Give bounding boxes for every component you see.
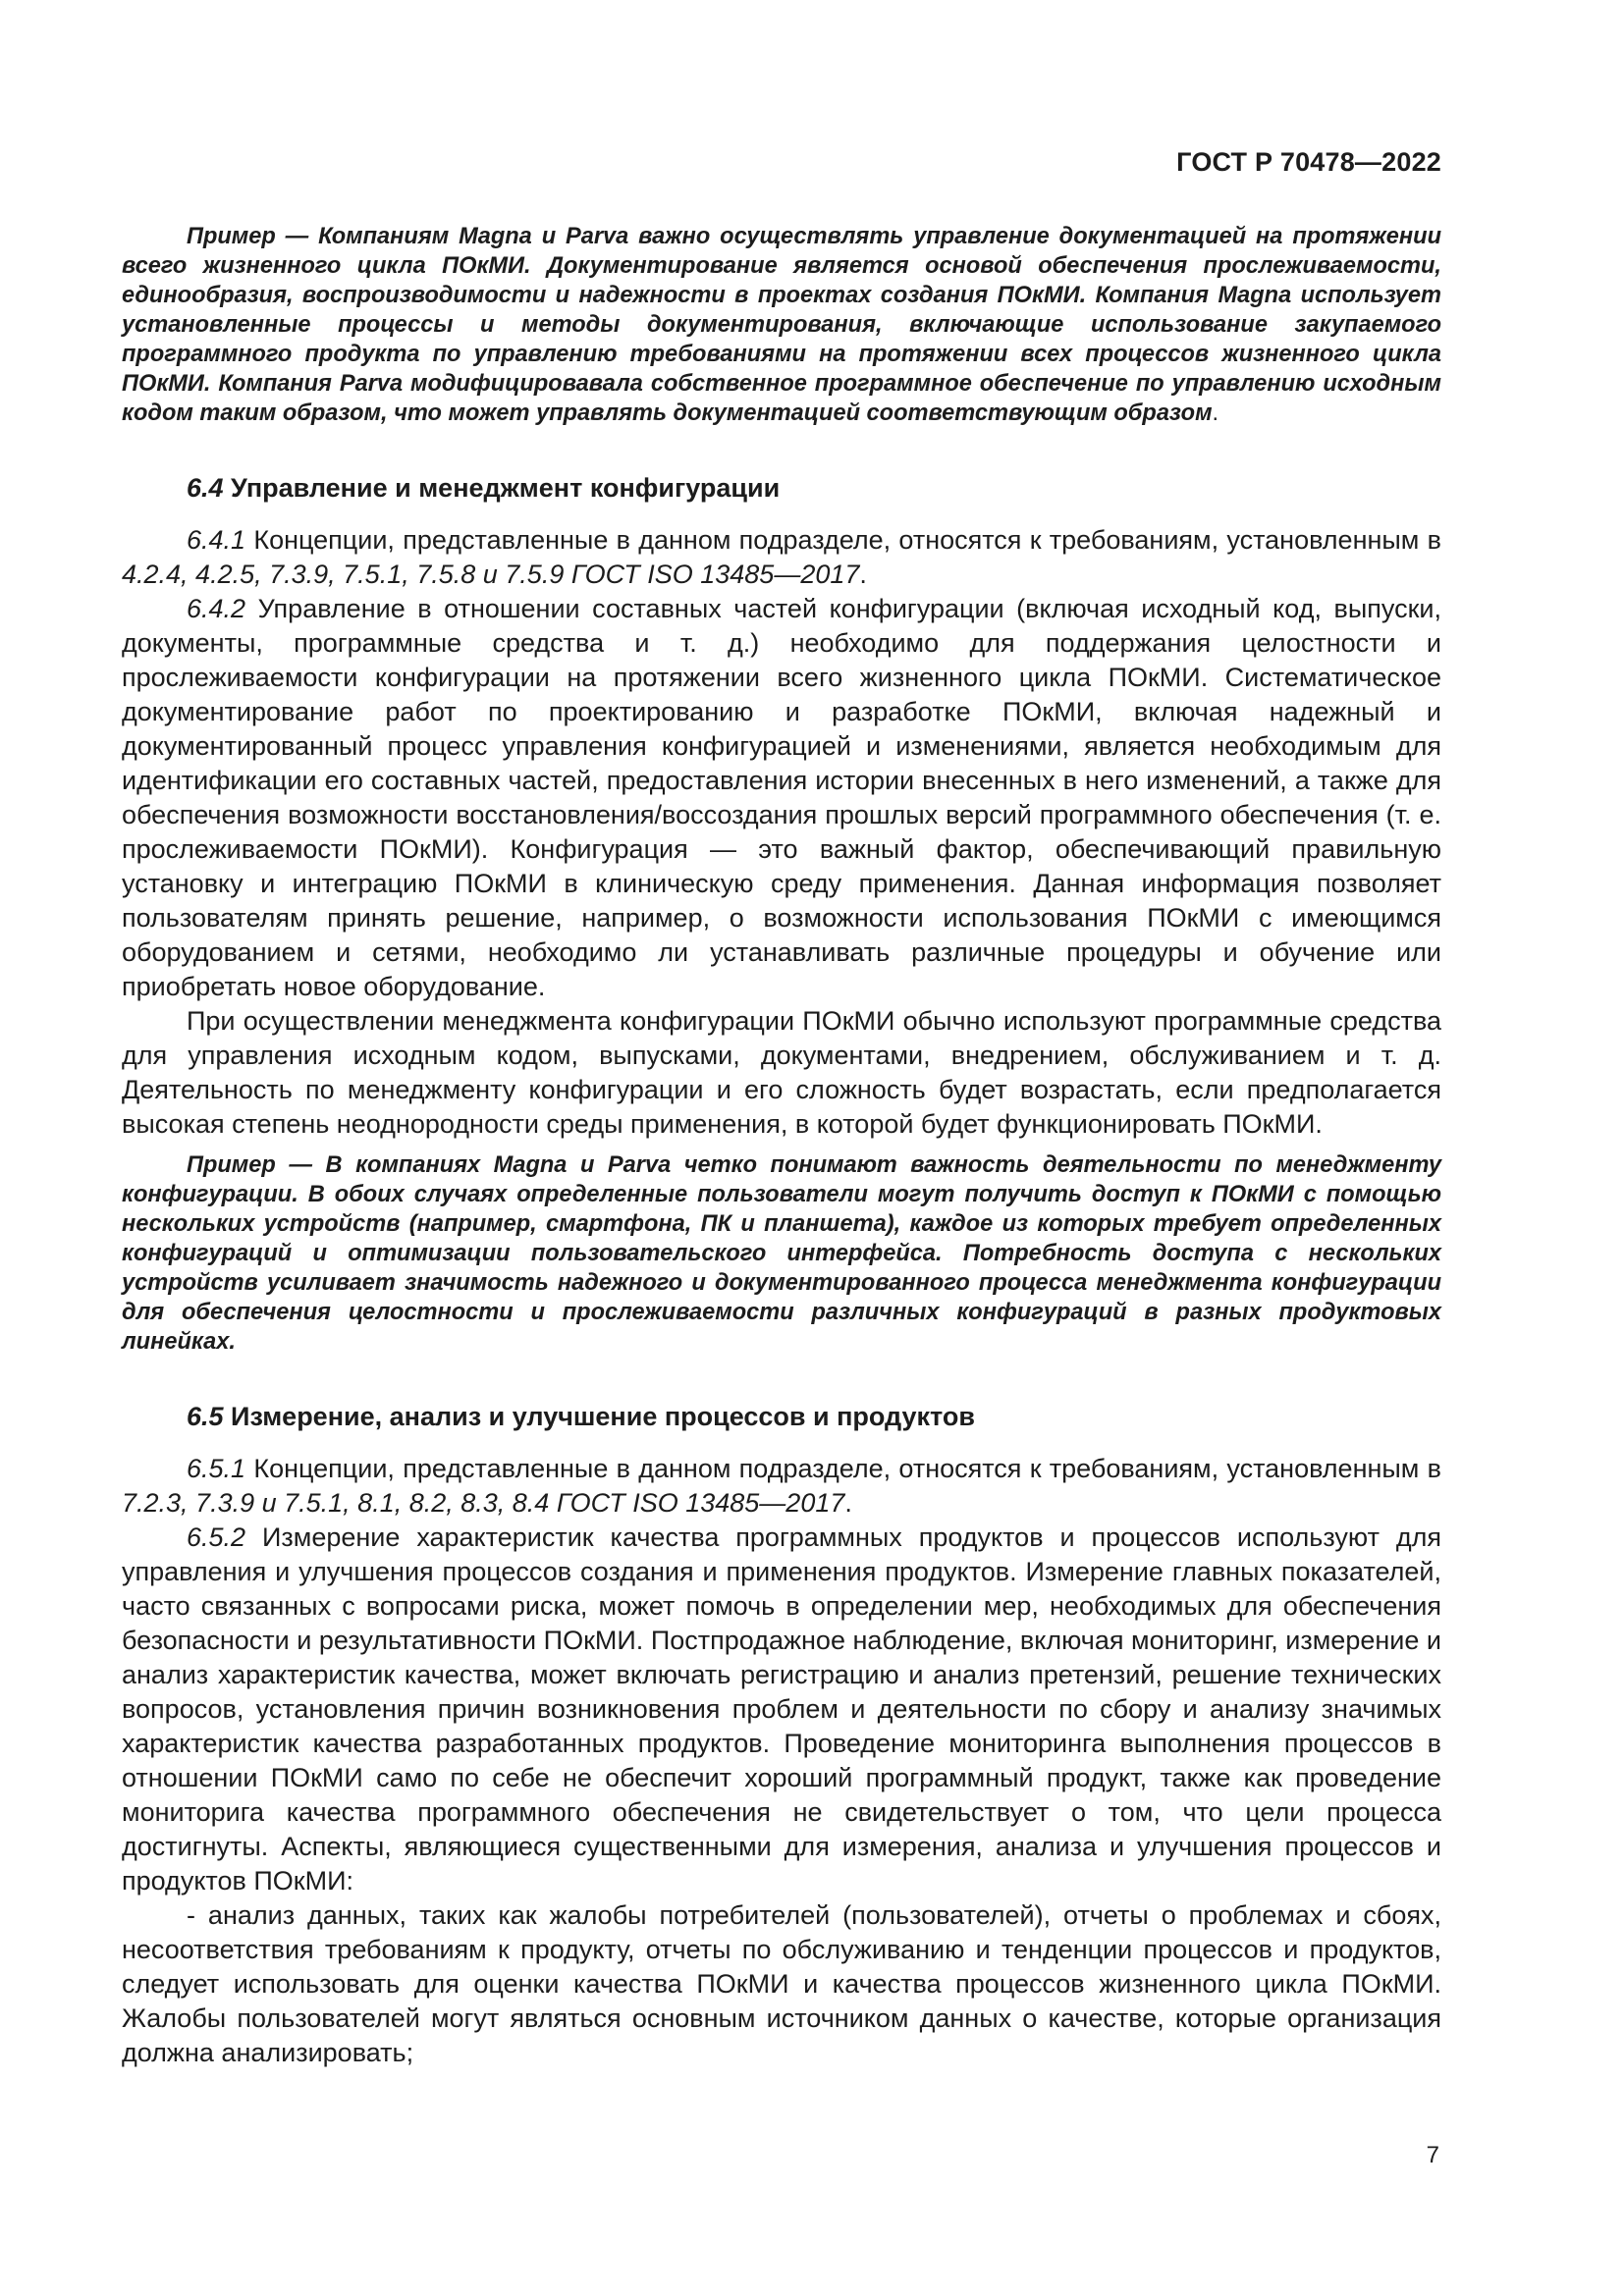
paragraph-6-4-2 — [122, 592, 1441, 1004]
example-end: . — [1212, 400, 1219, 426]
paragraph-6-4-1 — [122, 523, 1441, 592]
clause-text: Концепции, представленные в данном подразделе, относятся к требованиям, установленным в — [245, 525, 1441, 555]
example-text: Пример — Компаниям Magna и Parva важно осуществлять управление документацией на протяжении всего жизненного цикла ПОкМИ. Документирование является основой обеспечения прослеживаемости, единообразия, воспроизводимости и надежности в проектах создания ПОкМИ. Компания Magna использует установленные процессы и методы документирования, включающие использование закупаемого программного продукта по управлению требованиями на протяжении всех процессов жизненного цикла ПОкМИ. Компания Parva модифицировавала собственное программное обеспечение по управлению исходным кодом таким образом, что может управлять документацией соответствующим образом — [122, 224, 1441, 426]
clause-text: Концепции, представленные в данном подразделе, относятся к требованиям, установленным в — [245, 1454, 1441, 1483]
clause-end: . — [844, 1488, 852, 1518]
document-code: ГОСТ Р 70478—2022 — [1176, 147, 1441, 177]
spacer — [122, 428, 1441, 471]
clause-text: Управление в отношении составных частей конфигурации (включая исходный код, выпуски, документы, программные средства и т. д.) необходимо для поддержания целостности и прослеживаемости конфигурации на протяжении всего жизненного цикла ПОкМИ. Систематическое документирование работ по проектированию и разработке ПОкМИ, включая надежный и документированный процесс управления конфигурацией и изменениями, является необходимым для идентификации его составных частей, предоставления истории внесенных в него изменений, а также для обеспечения возможности восстановления/воссоздания прошлых версий программного обеспечения (т. е. прослеживаемости ПОкМИ). Конфигурация — это важный фактор, обеспечивающий правильную установку и интеграцию ПОкМИ в клиническую среду применения. Данная информация позволяет пользователям принять решение, например, о возможности использования ПОкМИ с имеющимся оборудованием и сетями, необходимо ли устанавливать различные процедуры и обучение или приобретать новое оборудование. — [122, 594, 1441, 1001]
example-paragraph: Пример — В компаниях Magna и Parva четко понимают важность деятельности по менеджменту конфигурации. В обоих случаях определенные пользователи могут получить доступ к ПОкМИ с помощью нескольких устройств (например, смартфона, ПК и планшета), каждое из которых требует определенных конфигураций и оптимизации пользовательского интерфейса. Потребность доступа с нескольких устройств усиливает значимость надежного и документированного процесса менеджмента конфигурации для обеспечения целостности и прослеживаемости различных конфигураций в разных продуктовых линейках. — [122, 1152, 1441, 1355]
clause-number: 6.5.1 — [187, 1454, 246, 1483]
list-item: - анализ данных, таких как жалобы потребителей (пользователей), отчеты о проблемах и сбоях, несоответствия требованиям к продукту, отчеты по обслуживанию и тенденции процессов и продуктов, следует использовать для оценки качества ПОкМИ и качества процессов жизненного цикла ПОкМИ. Жалобы пользователей могут являться основным источником данных о качестве, которые организация должна анализировать; — [122, 1900, 1441, 2067]
example-paragraph — [122, 222, 1441, 428]
page-number: 7 — [1426, 2142, 1439, 2168]
clause-number: 6.5.2 — [187, 1522, 246, 1552]
clause-number: 6.4.2 — [187, 594, 246, 623]
clause-references: 7.2.3, 7.3.9 и 7.5.1, 8.1, 8.2, 8.3, 8.4 ГОСТ ISO 13485—2017 — [122, 1488, 845, 1518]
spacer — [122, 1142, 1441, 1150]
clause-end: . — [859, 560, 867, 589]
paragraph-6-4-2-cont: При осуществлении менеджмента конфигурации ПОкМИ обычно используют программные средства для управления исходным кодом, выпусками, документами, внедрением, обслуживанием и т. д. Деятельность по менеджменту конфигурации и его сложность будет возрастать, если предполагается высокая степень неоднородности среды применения, в которой будет функционировать ПОкМИ. — [122, 1006, 1441, 1139]
section-heading-6-4 — [122, 471, 1441, 506]
spacer — [122, 1434, 1441, 1452]
section-title: Управление и менеджмент конфигурации — [223, 473, 781, 503]
spacer — [122, 1357, 1441, 1400]
paragraph-6-5-2 — [122, 1521, 1441, 1898]
spacer — [122, 506, 1441, 523]
section-number: 6.4 — [187, 473, 224, 503]
page-content — [122, 222, 1441, 2070]
section-title: Измерение, анализ и улучшение процессов и продуктов — [223, 1402, 975, 1431]
section-heading-6-5 — [122, 1400, 1441, 1434]
clause-number: 6.4.1 — [187, 525, 246, 555]
paragraph-6-5-1 — [122, 1452, 1441, 1521]
section-number: 6.5 — [187, 1402, 224, 1431]
clause-text: Измерение характеристик качества программных продуктов и процессов используют для управления и улучшения процессов создания и применения продуктов. Измерение главных показателей, часто связанных с вопросами риска, может помочь в определении мер, необходимых для обеспечения безопасности и результативности ПОкМИ. Постпродажное наблюдение, включая мониторинг, измерение и анализ характеристик качества, может включать регистрацию и анализ претензий, решение технических вопросов, установления причин возникновения проблем и деятельности по сбору и анализу значимых характеристик качества разработанных продуктов. Проведение мониторинга выполнения процессов в отношении ПОкМИ само по себе не обеспечит хороший программный продукт, также как проведение мониторига качества программного обеспечения не свидетельствует о том, что цели процесса достигнуты. Аспекты, являющиеся существенными для измерения, анализа и улучшения процессов и продуктов ПОкМИ: — [122, 1522, 1441, 1896]
clause-references: 4.2.4, 4.2.5, 7.3.9, 7.5.1, 7.5.8 и 7.5.9 ГОСТ ISO 13485—2017 — [122, 560, 860, 589]
